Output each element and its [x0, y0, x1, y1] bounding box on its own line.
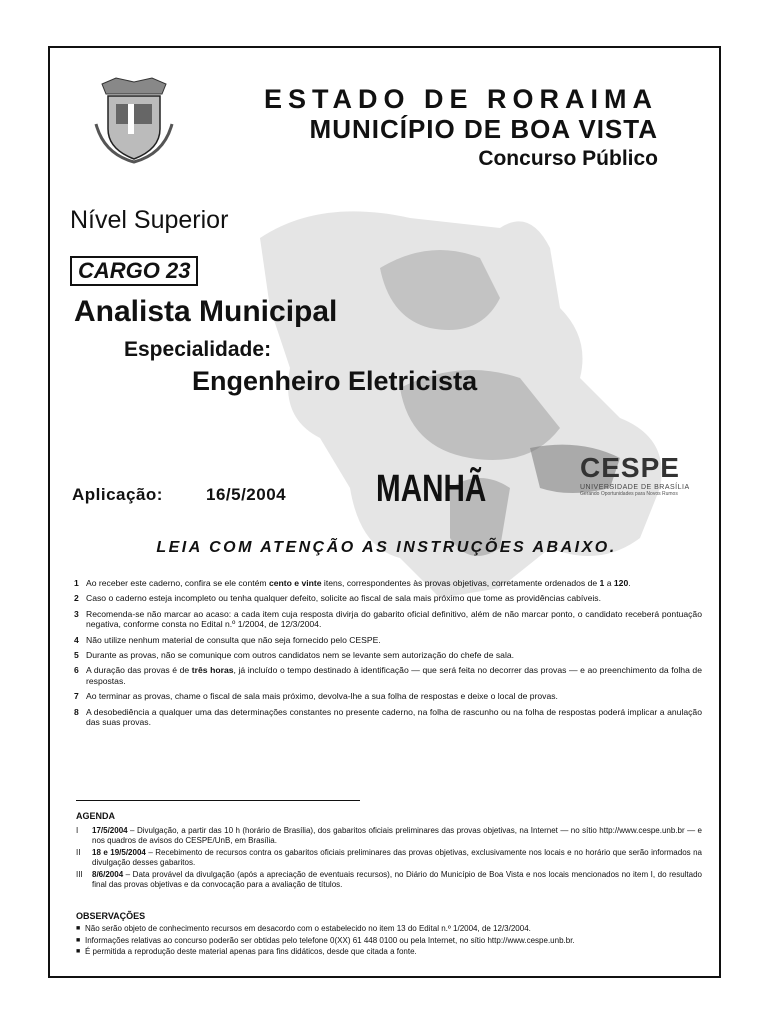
instruction-text: Não utilize nenhum material de consulta que não seja fornecido pelo CESPE. [86, 634, 381, 645]
application-date: 16/5/2004 [206, 485, 287, 504]
instruction-number: 6 [74, 665, 79, 676]
instruction-text: A desobediência a qualquer uma das determinações constantes no presente caderno, na folha de rascunho ou na folha de respostas poderá implicar a anulação das suas provas. [86, 706, 702, 728]
agenda-number: II [76, 848, 81, 858]
agenda-list [76, 826, 702, 893]
observation-item [76, 947, 702, 957]
instruction-number: 3 [74, 608, 79, 619]
contest-title: Concurso Público [478, 147, 658, 170]
agenda-item [76, 848, 702, 867]
instructions-heading: LEIA COM ATENÇÃO AS INSTRUÇÕES ABAIXO. [156, 539, 617, 556]
cespe-logo-text: CESPE [580, 452, 680, 483]
instruction-text: Ao terminar as provas, chame o fiscal de sala mais próximo, devolva-lhe a sua folha de respostas e deixe o local de provas. [86, 691, 558, 702]
cover-page [48, 46, 721, 978]
instruction-number: 7 [74, 691, 79, 702]
specialty-label: Especialidade: [124, 338, 272, 361]
level-label: Nível Superior [70, 206, 229, 234]
application-label: Aplicação: [72, 485, 163, 504]
instruction-number: 8 [74, 706, 79, 717]
state-title: ESTADO DE RORAIMA [263, 84, 658, 114]
agenda-text: 18 e 19/5/2004 – Recebimento de recursos contra os gabaritos oficiais preliminares das provas objetivas, exclusivamente nos locais e no horário que serão informados na divulgação desses gabaritos. [92, 848, 702, 867]
agenda-text: 8/6/2004 – Data provável da divulgação (após a apreciação de eventuais recursos), no Diário do Município de Boa Vista e nos locais mencionados no item I, do resultado final das provas objetivas e da convocação para a avaliação de títulos. [92, 870, 702, 889]
agenda-heading: AGENDA [76, 811, 116, 821]
section-divider [76, 800, 360, 801]
instruction-item [74, 593, 702, 603]
cespe-tagline: Gerando Oportunidades para Novos Rumos [580, 491, 678, 497]
observation-item [76, 924, 702, 934]
agenda-item [76, 870, 702, 889]
specialty-value: Engenheiro Eletricista [192, 366, 478, 396]
observations-heading: OBSERVAÇÕES [76, 911, 146, 921]
agenda-item [76, 826, 702, 845]
instructions-list [74, 578, 702, 732]
instruction-text: Durante as provas, não se comunique com outros candidatos nem se levante sem autorização do chefe de sala. [86, 650, 515, 661]
observation-text: É permitida a reprodução deste material apenas para fins didáticos, desde que citada a fonte. [85, 947, 417, 957]
observation-text: Informações relativas ao concurso poderão ser obtidas pelo telefone 0(XX) 61 448 0100 ou pela Internet, no sítio http://www.cespe.unb.br. [85, 935, 575, 945]
cespe-subtitle: UNIVERSIDADE DE BRASÍLIA [580, 484, 690, 491]
cespe-logo [580, 452, 710, 497]
agenda-text: 17/5/2004 – Divulgação, a partir das 10 h (horário de Brasília), dos gabaritos oficiais preliminares das provas objetivas, na Internet — no sítio http://www.cespe.unb.br — e nos quadros de avisos do CESPE/UnB, em Brasília. [92, 826, 702, 845]
instruction-text: A duração das provas é de três horas, já incluído o tempo destinado à identificação — que será feita no decorrer das provas — e ao preenchimento da folha de respostas. [86, 665, 702, 686]
cargo-code-box: CARGO 23 [70, 256, 198, 286]
instruction-item [74, 609, 702, 630]
instruction-text: Caso o caderno esteja incompleto ou tenha qualquer defeito, solicite ao fiscal de sala mais próximo que tome as providências cabíveis. [86, 593, 601, 604]
bullet-icon: ■ [76, 925, 81, 932]
instruction-text: Ao receber este caderno, confira se ele contém cento e vinte itens, correspondentes às provas objetivas, corretamente ordenados de 1 a 120. [86, 578, 631, 588]
instruction-number: 1 [74, 578, 79, 588]
instruction-item [74, 665, 702, 686]
instruction-item [74, 650, 702, 660]
bullet-icon: ■ [76, 936, 81, 944]
instruction-number: 5 [74, 650, 79, 661]
agenda-number: I [76, 826, 79, 835]
shift-label: MANHÃ [376, 468, 487, 510]
municipality-title: MUNICÍPIO DE BOA VISTA [309, 114, 658, 144]
instruction-item [74, 578, 702, 588]
observations-list [76, 924, 702, 959]
coat-of-arms-icon [94, 74, 174, 164]
agenda-number: III [76, 870, 83, 880]
instruction-item [74, 707, 702, 728]
cargo-title: Analista Municipal [74, 295, 338, 328]
observation-item [76, 936, 702, 946]
bullet-icon: ■ [76, 948, 81, 956]
instruction-number: 4 [74, 634, 79, 645]
instruction-item [74, 691, 702, 701]
instruction-number: 2 [74, 593, 79, 604]
instruction-text: Recomenda-se não marcar ao acaso: a cada item cuja resposta divirja do gabarito oficial definitivo, além de não marcar ponto, o candidato receberá pontuação negativa, conforme consta no Edital n.º 1/2004, de 12/3/2004. [86, 608, 702, 630]
observation-text: Não serão objeto de conhecimento recursos em desacordo com o estabelecido no item 13 do Edital n.º 1/2004, de 12/3/2004. [85, 924, 531, 933]
instruction-item [74, 635, 702, 645]
